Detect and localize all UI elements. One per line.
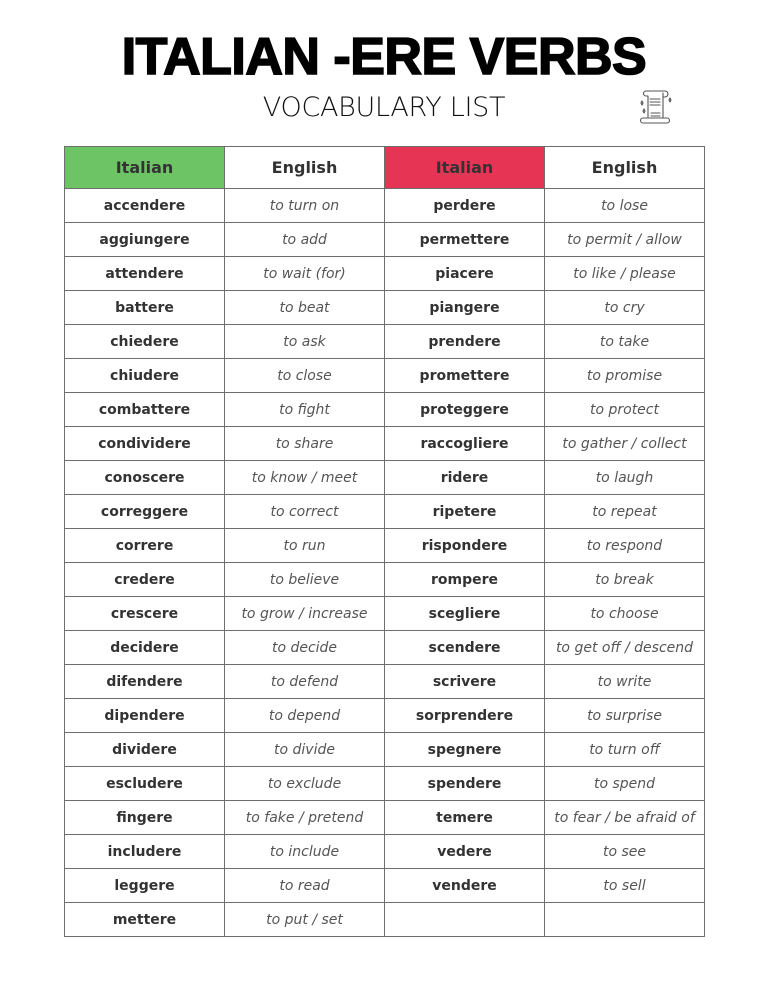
english-translation-cell (545, 903, 705, 937)
table-row (65, 291, 705, 325)
english-translation-cell: to turn on (225, 189, 385, 223)
english-translation-cell: to close (225, 359, 385, 393)
italian-verb-cell: correre (65, 529, 225, 563)
italian-verb-cell: raccogliere (385, 427, 545, 461)
english-translation-cell: to take (545, 325, 705, 359)
italian-verb-cell: dipendere (65, 699, 225, 733)
italian-verb-cell: decidere (65, 631, 225, 665)
italian-verb-cell (385, 903, 545, 937)
italian-verb-cell: condividere (65, 427, 225, 461)
italian-verb-cell: crescere (65, 597, 225, 631)
english-translation-cell: to fake / pretend (225, 801, 385, 835)
english-translation-cell: to add (225, 223, 385, 257)
italian-verb-cell: accendere (65, 189, 225, 223)
english-translation-cell: to write (545, 665, 705, 699)
italian-verb-cell: temere (385, 801, 545, 835)
english-translation-cell: to see (545, 835, 705, 869)
english-translation-cell: to protect (545, 393, 705, 427)
table-row (65, 189, 705, 223)
italian-verb-cell: aggiungere (65, 223, 225, 257)
italian-verb-cell: attendere (65, 257, 225, 291)
english-translation-cell: to choose (545, 597, 705, 631)
italian-verb-cell: combattere (65, 393, 225, 427)
table-body (65, 189, 705, 937)
italian-verb-cell: perdere (385, 189, 545, 223)
english-translation-cell: to divide (225, 733, 385, 767)
italian-verb-cell: correggere (65, 495, 225, 529)
italian-verb-cell: proteggere (385, 393, 545, 427)
italian-verb-cell: scrivere (385, 665, 545, 699)
table-header-row (65, 147, 705, 189)
english-translation-cell: to surprise (545, 699, 705, 733)
italian-verb-cell: ridere (385, 461, 545, 495)
english-translation-cell: to wait (for) (225, 257, 385, 291)
italian-verb-cell: spegnere (385, 733, 545, 767)
english-translation-cell: to believe (225, 563, 385, 597)
column-header-english-1: English (225, 147, 385, 189)
table-row (65, 699, 705, 733)
english-translation-cell: to laugh (545, 461, 705, 495)
english-translation-cell: to defend (225, 665, 385, 699)
table-row (65, 529, 705, 563)
italian-verb-cell: conoscere (65, 461, 225, 495)
english-translation-cell: to fight (225, 393, 385, 427)
english-translation-cell: to fear / be afraid of (545, 801, 705, 835)
english-translation-cell: to turn off (545, 733, 705, 767)
italian-verb-cell: spendere (385, 767, 545, 801)
italian-verb-cell: escludere (65, 767, 225, 801)
scroll-icon (638, 87, 674, 127)
italian-verb-cell: sorprendere (385, 699, 545, 733)
italian-verb-cell: chiedere (65, 325, 225, 359)
italian-verb-cell: scendere (385, 631, 545, 665)
page-title: ITALIAN -ERE VERBS (121, 28, 647, 86)
table-row (65, 835, 705, 869)
english-translation-cell: to repeat (545, 495, 705, 529)
table-row (65, 257, 705, 291)
english-translation-cell: to promise (545, 359, 705, 393)
english-translation-cell: to break (545, 563, 705, 597)
table-row (65, 393, 705, 427)
italian-verb-cell: prendere (385, 325, 545, 359)
table-row (65, 631, 705, 665)
table-row (65, 801, 705, 835)
table-row (65, 869, 705, 903)
english-translation-cell: to gather / collect (545, 427, 705, 461)
english-translation-cell: to correct (225, 495, 385, 529)
table-row (65, 563, 705, 597)
italian-verb-cell: difendere (65, 665, 225, 699)
italian-verb-cell: dividere (65, 733, 225, 767)
english-translation-cell: to grow / increase (225, 597, 385, 631)
italian-verb-cell: piangere (385, 291, 545, 325)
column-header-italian-2: Italian (385, 147, 545, 189)
english-translation-cell: to include (225, 835, 385, 869)
english-translation-cell: to get off / descend (545, 631, 705, 665)
italian-verb-cell: credere (65, 563, 225, 597)
table-row (65, 461, 705, 495)
table-row (65, 325, 705, 359)
english-translation-cell: to lose (545, 189, 705, 223)
vocabulary-table (64, 146, 705, 937)
italian-verb-cell: piacere (385, 257, 545, 291)
table-row (65, 665, 705, 699)
table-row (65, 733, 705, 767)
italian-verb-cell: leggere (65, 869, 225, 903)
table-row (65, 359, 705, 393)
page-subtitle: VOCABULARY LIST (262, 92, 506, 123)
english-translation-cell: to like / please (545, 257, 705, 291)
english-translation-cell: to permit / allow (545, 223, 705, 257)
table-row (65, 597, 705, 631)
table-row (65, 767, 705, 801)
italian-verb-cell: mettere (65, 903, 225, 937)
italian-verb-cell: ripetere (385, 495, 545, 529)
italian-verb-cell: rispondere (385, 529, 545, 563)
english-translation-cell: to spend (545, 767, 705, 801)
english-translation-cell: to cry (545, 291, 705, 325)
italian-verb-cell: fingere (65, 801, 225, 835)
english-translation-cell: to read (225, 869, 385, 903)
italian-verb-cell: vedere (385, 835, 545, 869)
english-translation-cell: to exclude (225, 767, 385, 801)
english-translation-cell: to share (225, 427, 385, 461)
italian-verb-cell: battere (65, 291, 225, 325)
english-translation-cell: to put / set (225, 903, 385, 937)
italian-verb-cell: vendere (385, 869, 545, 903)
italian-verb-cell: rompere (385, 563, 545, 597)
table-row (65, 495, 705, 529)
english-translation-cell: to respond (545, 529, 705, 563)
table-row (65, 903, 705, 937)
english-translation-cell: to sell (545, 869, 705, 903)
italian-verb-cell: promettere (385, 359, 545, 393)
english-translation-cell: to depend (225, 699, 385, 733)
table-row (65, 223, 705, 257)
italian-verb-cell: includere (65, 835, 225, 869)
english-translation-cell: to know / meet (225, 461, 385, 495)
column-header-italian-1: Italian (65, 147, 225, 189)
english-translation-cell: to ask (225, 325, 385, 359)
italian-verb-cell: scegliere (385, 597, 545, 631)
english-translation-cell: to decide (225, 631, 385, 665)
table-row (65, 427, 705, 461)
italian-verb-cell: permettere (385, 223, 545, 257)
column-header-english-2: English (545, 147, 705, 189)
english-translation-cell: to run (225, 529, 385, 563)
english-translation-cell: to beat (225, 291, 385, 325)
italian-verb-cell: chiudere (65, 359, 225, 393)
